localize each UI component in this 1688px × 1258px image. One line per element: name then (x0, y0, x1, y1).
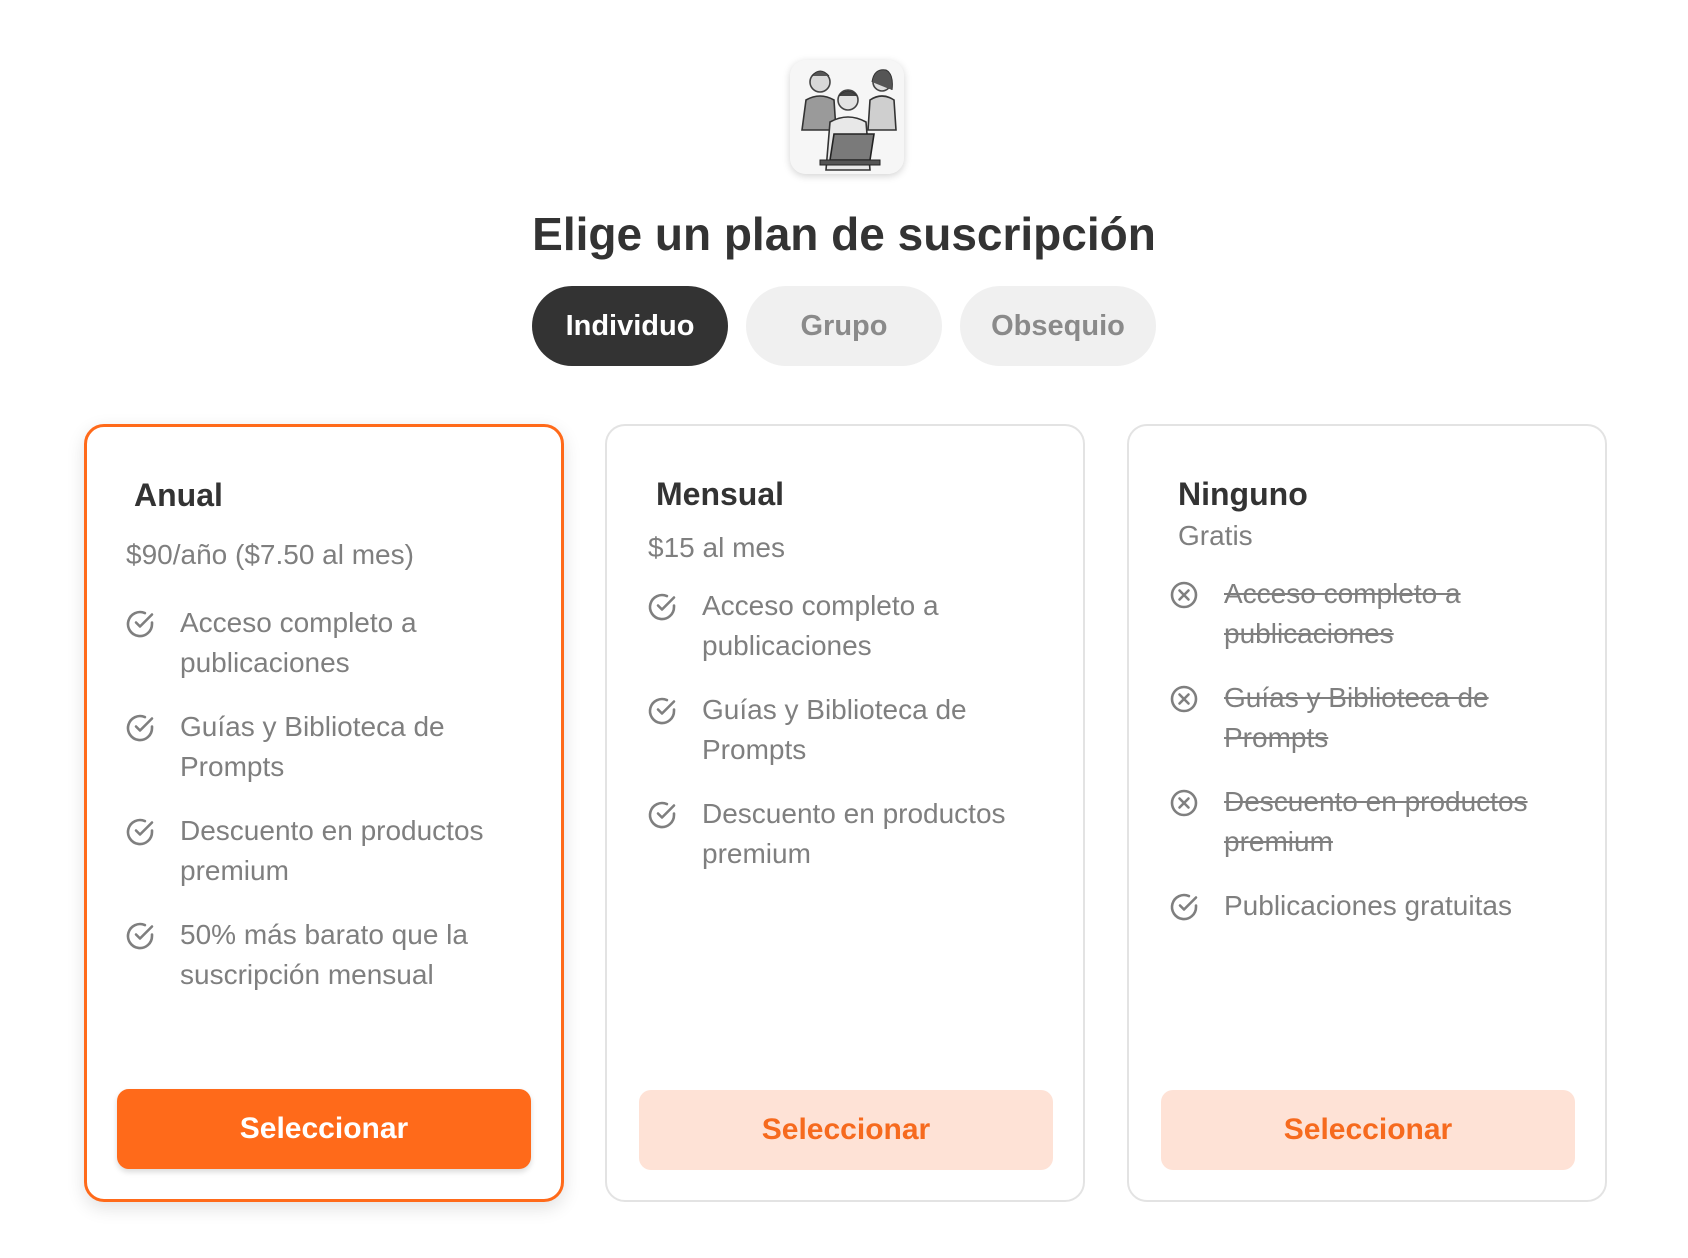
check-circle-icon (645, 798, 679, 832)
plan-price: $90/año ($7.50 al mes) (126, 539, 414, 570)
feature-item (123, 603, 503, 683)
team-illustration-logo (790, 60, 904, 174)
feature-text: Descuento en productos premium (1224, 786, 1528, 857)
x-circle-icon (1167, 578, 1201, 612)
x-circle-icon (1167, 786, 1201, 820)
feature-item (123, 811, 503, 891)
feature-list (123, 603, 503, 1019)
feature-item (1167, 886, 1547, 926)
feature-list (645, 586, 1025, 898)
check-circle-icon (645, 590, 679, 624)
feature-text: Acceso completo a publicaciones (702, 590, 939, 661)
feature-text: 50% más barato que la suscripción mensual (180, 919, 468, 990)
feature-item (645, 690, 1025, 770)
check-circle-icon (123, 711, 157, 745)
select-button[interactable]: Seleccionar (1161, 1090, 1575, 1170)
feature-list (1167, 574, 1547, 950)
tab-grupo[interactable]: Grupo (746, 286, 942, 366)
plan-name: Ninguno (1178, 476, 1308, 512)
feature-item (645, 794, 1025, 874)
check-circle-icon (645, 694, 679, 728)
plan-card-ninguno[interactable] (1127, 424, 1607, 1202)
feature-text: Publicaciones gratuitas (1224, 890, 1512, 921)
tab-individuo[interactable]: Individuo (532, 286, 728, 366)
tab-obsequio[interactable]: Obsequio (960, 286, 1156, 366)
feature-item (1167, 678, 1547, 758)
plan-name: Mensual (656, 476, 785, 512)
feature-item (1167, 782, 1547, 862)
feature-text: Acceso completo a publicaciones (180, 607, 417, 678)
feature-text: Guías y Biblioteca de Prompts (702, 694, 967, 765)
plan-name: Anual (134, 477, 223, 513)
plan-card-mensual[interactable] (605, 424, 1085, 1202)
plan-price: $15 al mes (648, 532, 785, 563)
plan-card-anual[interactable] (84, 424, 564, 1202)
feature-item (645, 586, 1025, 666)
feature-text: Acceso completo a publicaciones (1224, 578, 1461, 649)
feature-text: Guías y Biblioteca de Prompts (180, 711, 445, 782)
plan-price: Gratis (1178, 520, 1253, 551)
feature-text: Descuento en productos premium (180, 815, 484, 886)
select-button[interactable]: Seleccionar (117, 1089, 531, 1169)
check-circle-icon (123, 919, 157, 953)
check-circle-icon (1167, 890, 1201, 924)
page-title: Elige un plan de suscripción (532, 208, 1156, 260)
plan-type-tabs (0, 286, 1688, 366)
feature-text: Guías y Biblioteca de Prompts (1224, 682, 1489, 753)
feature-item (123, 915, 503, 995)
select-button[interactable]: Seleccionar (639, 1090, 1053, 1170)
feature-item (123, 707, 503, 787)
feature-text: Descuento en productos premium (702, 798, 1006, 869)
feature-item (1167, 574, 1547, 654)
check-circle-icon (123, 607, 157, 641)
check-circle-icon (123, 815, 157, 849)
x-circle-icon (1167, 682, 1201, 716)
